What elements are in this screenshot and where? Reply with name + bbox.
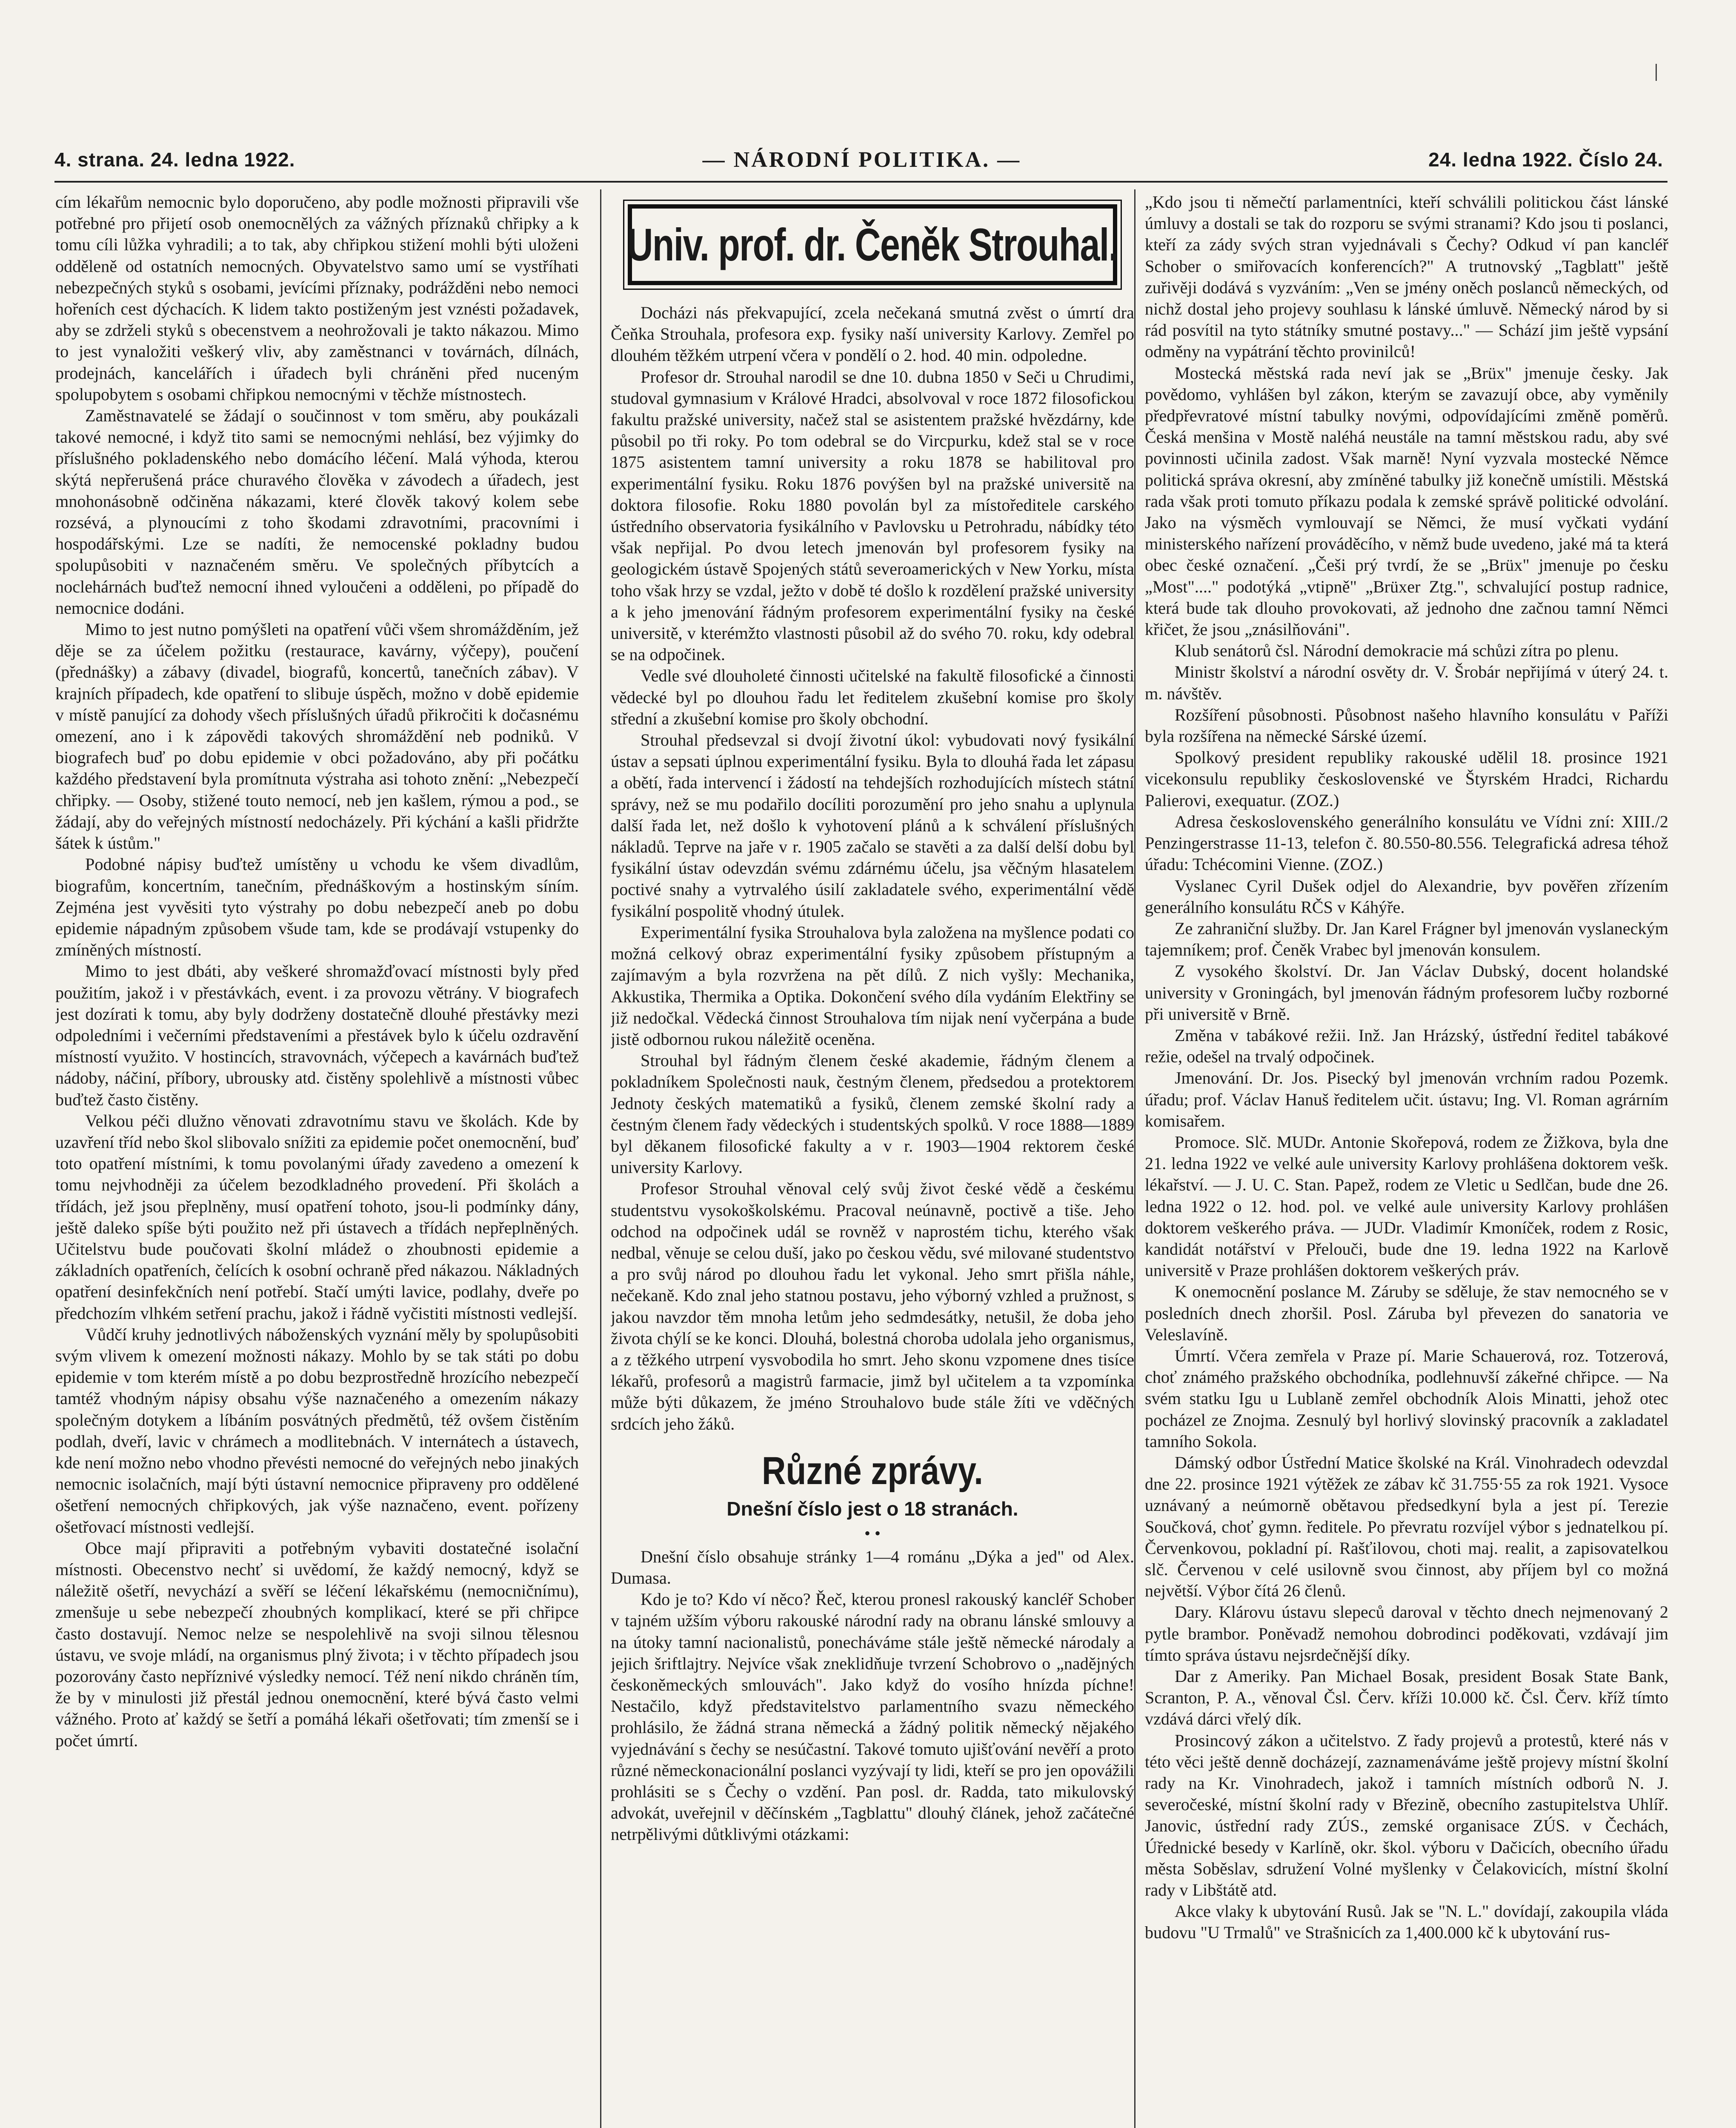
article-paragraph: „Kdo jsou ti němečtí parlamentníci, kteří schválili politickou část lánské úmluvy a dostali se tak do rozporu se svými stranami? Kdo jsou ti poslanci, kteří za zády svých stran vyjednávali s Čechy? Odkud ví pan kancléř Schober o smiřovacích konferencích?" A trutnovský „Tagblatt" ještě zuřivěji dodává s vyzváním: „Ven se jmény oněch poslanců německých, od nichž dostal jeho projevy souhlasu k lánské úmluvě. Německý národ by si rád posvítil na tyto státníky smutné postavy..." — Schází jim ještě vypsání odměny na vypátrání těchto provinilců! bbox=[1145, 192, 1668, 361]
section-title: Různé zprávy. bbox=[761, 1449, 984, 1493]
header-right: 24. ledna 1922. Číslo 24. bbox=[1428, 149, 1663, 171]
news-item: Ze zahraniční služby. Dr. Jan Karel Frágner byl jmenován vyslaneckým tajemníkem; prof. Čeněk Vrabec byl jmenován konsulem. bbox=[1145, 918, 1668, 960]
article-paragraph: Velkou péči dlužno věnovati zdravotnímu stavu ve školách. Kde by uzavření tříd nebo škol slibovalo snížiti za epidemie počet onemocnění, buď toto opatření místními, k tomu povolanými úřady zavedeno a omezení k tomu nejvhodněji za účelem bezodkladného provedení. Při školách a třídách, jež jsou přeplněny, musí opatření tohoto, jsou-li podmínky dány, ještě daleko spíše býti použito než při ústavech a třídách nepřeplněných. Učitelstvu bude poučovati školní mládež o zhoubnosti epidemie a základních opatřeních, čelících k osobní ochraně před nákazou. Nákladných opatření desinfekčních není potřebí. Stačí umýti lavice, podlahy, dveře po předchozím vlhkém setření prachu, jakož i řádně vyčistiti místnosti vedlejší. bbox=[55, 1111, 579, 1323]
news-item: Promoce. Slč. MUDr. Antonie Skořepová, rodem ze Žižkova, byla dne 21. ledna 1922 ve velké aule university Karlovy prohlášena doktorem vešk. lékařství. — J. U. C. Stan. Papež, rodem ze Vletic u Sedlčan, bude dne 26. ledna 1922 o 12. hod. pol. ve velké aule university Karlovy prohlášen doktorem veškerého práva. — JUDr. Vladimír Kmoníček, rodem z Rosic, kandidát notářství v Přelouči, bude dne 19. ledna 1922 na Karlově universitě v Praze prohlášen doktorem veškerých práv. bbox=[1145, 1132, 1668, 1280]
news-item: Klub senátorů čsl. Národní demokracie má schůzi zítra po plenu. bbox=[1175, 641, 1619, 661]
article-paragraph: Dnešní číslo obsahuje stránky 1—4 románu „Dýka a jed" od Alex. Dumasa. bbox=[611, 1547, 1134, 1587]
article-paragraph: Obce mají připraviti a potřebným vybaviti dostatečné isolační místnosti. Obecenstvo nechť si uvědomí, že každý nemocný, když se náležitě ošetří, nevychází a svěří se léčení lékařskému (nemocničnímu), zmenšuje u sebe nebezpečí zhoubných komplikací, které se při chřipce často dostavují. Nemoc nelze se nespolehlivě na svoji silnou tělesnou ústavu, ve svoje mládí, na organismus plný života; i v těchto případech jsou pozorovány často nepříznivé výsledky nemocí. Též není nikdo chráněn tím, že by v minulosti již přestál jednou onemocnění, které bývá často velmi vážného. Proto ať každý se šetří a pomáhá lékaři ošetřovati; tím zmenší se i počet úmrtí. bbox=[55, 1538, 579, 1750]
news-item: Změna v tabákové režii. Inž. Jan Hrázský, ústřední ředitel tabákové režie, odešel na trvalý odpočinek. bbox=[1145, 1025, 1668, 1067]
article-paragraph: Mimo to jest nutno pomýšleti na opatření vůči všem shromážděním, jež děje se za účelem požitku (restaurace, kavárny, výčepy), poučení (přednášky) a zábavy (divadel, biografů, koncertů, tanečních zábav). V krajních případech, kde opatření to slibuje úspěch, možno v době epidemie v místě panující za dohody všech příslušných úřadů přikročiti k dočasnému omezení, ano i k zápovědi takových shromáždění neb podniků. V biografech buď po dobu epidemie v obci požadováno, aby při počátku každého představení byla promítnuta výstraha asi tohoto znění: „Nebezpečí chřipky. — Osoby, stižené touto nemocí, neb jen kašlem, rýmou a pod., se žádají, aby do veřejných místností nedocházely. Při kýchání a kašli přidržte šátek k ústům." bbox=[55, 620, 579, 853]
article-paragraph: Profesor dr. Strouhal narodil se dne 10. dubna 1850 v Seči u Chrudimi, studoval gymnasium v Králové Hradci, absolvoval v roce 1872 filosofickou fakultu pražské university, načež stal se asistentem pražské hvězdárny, kde působil po tři roky. Po tom odebral se do Vircpurku, kdež stal se v roce 1875 asistentem tamní university a roku 1878 se habilitoval pro experimentální fysiku. Roku 1876 povýšen byl na pražské universitě na doktora filosofie. Roku 1880 povolán byl za místoředitele carského ústředního observatoria fysikálního v Pavlovsku u Petrohradu, nábídky této však nepřijal. Po dvou letech jmenován byl profesorem fysiky na geologickém ústavě Spojených států severoamerických v New Yorku, místa toho však hrzy se vzdal, ježto v době té došlo k rozdělení pražské university a k jeho jmenování řádným profesorem experimentální fysiky na české universitě, v kterémžto vlastnosti působil až do svého 70. roku, kdy odebral se na odpočinek. bbox=[611, 367, 1134, 664]
article-paragraph: Vůdčí kruhy jednotlivých náboženských vyznání měly by spolupůsobiti svým vlivem k omezení možnosti nákazy. Mohlo by se tak státi po dobu epidemie v tom kterém místě a po dobu bezprostředně hrozícího nebezpečí tamtéž vhodným nápisy obsahu výše naznačeného a omezením nákazy společným dotykem a líbáním posvátných předmětů, též ovšem čistěním podlah, dveří, lavic v chrámech a modlitebnách. V internátech a ústavech, kde není možno nebo vhodno převésti nemocné do veřejných nebo jinakých nemocnic isolačních, mají býti ústavní nemocnice připraveny pro oddělené ošetření nemocných chřipkových, jak výše naznačeno, event. pořízeny ošetřovací místnosti vedlejší. bbox=[55, 1324, 579, 1536]
article-paragraph: cím lékařům nemocnic bylo doporučeno, aby podle možnosti připravili vše potřebné pro přijetí osob onemocnělých za vážných příznaků chřipky a k tomu cíli lůžka vyhradili; a to tak, aby chřipkou stižení mohli býti uloženi odděleně od ostatních nemocných. Obyvatelstvo samo umí se vystříhati nebezpečných styků s osobami, jevícími příznaky, podrážděni nebo nemoci hořeních cest dýchacích. K lidem takto postiženým jest vznésti požadavek, aby se zdrželi styků s obecenstvem a neohrožovali je takto nákazou. Mimo to jest vynaložiti veškerý vliv, aby zaměstnanci v továrnách, dílnách, prodejnách, kancelářích i úřadech byli chráněni před nuceným spolupobytem s osobami chřipkou nemocnými v těchže místnostech. bbox=[55, 192, 579, 404]
masthead: — NÁRODNÍ POLITIKA. — bbox=[702, 147, 1021, 172]
article-paragraph: Kdo je to? Kdo ví něco? Řeč, kterou pronesl rakouský kancléř Schober v tajném užším výboru rakouské národní rady na obranu lánské smlouvy a na útoky tamní nacionalistů, ponecháváme stále ještě německé národaly a jejich šriftlajtry. Nejvíce však zneklidňuje tvrzení Schobrovo o „nadějných českoněmeckých smlouvách". Jako když do vosího hnízda píchne! Nestačilo, když představitelstvo parlamentního svazu německého prohlásilo, že žádná strana německá a žádný politik německý nějakého vyjednávání s čechy se nesúčastní. Takové tomuto ujišťování nevěří a proto různé německonacionální poslanci vyzývají ty lidi, kteří se pro jen opovážili prohlásiti se s Čechy o vzdění. Pan posl. dr. Radda, tato mikulovský advokát, uveřejnil v děčínském „Tagblattu" dlouhý článek, jehož začátečné netrpělivými důtklivými otázkami: bbox=[611, 1590, 1134, 1844]
article-paragraph: Podobné nápisy buďtež umístěny u vchodu ke všem divadlům, biografům, koncertním, tanečním, přednáškovým a hostinským síním. Zejména jest vyvěsiti tyto výstrahy po dobu nebezpečí aneb po dobu epidemie nápadným způsobem všude tam, kde se prodávají vstupenky do zmíněných místností. bbox=[55, 855, 579, 960]
column-2 bbox=[611, 192, 1134, 2128]
separator-dots: • • bbox=[864, 1523, 881, 1543]
header-rule bbox=[54, 181, 1667, 183]
news-item: Z vysokého školství. Dr. Jan Václav Dubský, docent holandské university v Groningách, byl jmenován řádným profesorem lučby rozborné při universitě v Brně. bbox=[1145, 961, 1668, 1024]
column-1 bbox=[55, 192, 579, 2128]
article-paragraph: Zaměstnavatelé se žádají o součinnost v tom směru, aby poukázali takové nemocné, i když tito sami se nemocnými nehlásí, bez výjimky do příslušného pokladenského nebo domácího léčení. Malá výhoda, kterou skýtá nepřerušená práce churavého člověka v závodech a úřadech, jest mnohonásobně odčiněna nákazami, které člověk takový kolem sebe rozsévá, a plynoucími z toho škodami zdravotními, pracovními i hospodářskými. Lze se nadíti, že nemocenské pokladny budou spolupůsobiti v naznačeném směru. Ve společných příbytcích a noclehárnách buďtež nemocní ihned vyloučeni a odděleni, po případě do nemocnice dodáni. bbox=[55, 406, 579, 618]
article-paragraph: Profesor Strouhal věnoval celý svůj život české vědě a českému studentstvu vysokoškolskému. Pracoval neúnavně, poctivě a tiše. Jeho odchod na odpočinek udál se rovněž v naprostém tichu, kterého však nedbal, věnuje se celou duší, jako po českou vědu, své milované studentstvo a pro svůj národ po dlouhou řadu let vykonal. Jeho smrt přišla náhle, nečekaně. Kdo znal jeho statnou postavu, jeho výborný vzhled a pružnost, s jakou navzdor těm mnoha letům jeho sedmdesátky, netušil, že doba jeho života chýlí se ke konci. Dlouhá, bolestná choroba udolala jeho organismus, a z těžkého utrpení vysvobodila ho smrt. Jeho skonu vzpomene dnes tisíce lékařů, profesorů a magistrů farmacie, jimž byl učitelem a ta vzpomínka může býti důkazem, že jméno Strouhalovo bude stále žíti ve vděčných srdcích jeho žáků. bbox=[611, 1179, 1134, 1433]
news-item: Jmenování. Dr. Jos. Pisecký byl jmenován vrchním radou Pozemk. úřadu; prof. Václav Hanuš ředitelem učit. ústavu; Ing. Vl. Roman agrárním komisařem. bbox=[1145, 1068, 1668, 1130]
article-paragraph: Docházi nás překvapující, zcela nečekaná smutná zvěst o úmrtí dra Čeňka Strouhala, profesora exp. fysiky naší university Karlovy. Zemřel po dlouhém těžkém utrpení včera v pondělí o 2. hod. 40 min. odpoledne. bbox=[611, 303, 1134, 365]
article-paragraph: Strouhal byl řádným členem české akademie, řádným členem a pokladníkem Společnosti nauk, čestným členem, předsedou a protektorem Jednoty českých matematiků a fysiků, členem zemské školní rady a čestným členem řady vědeckých i studentských spolků. V roce 1888—1889 byl děkanem filosofické fakulty a v r. 1903—1904 rektorem české university Karlovy. bbox=[611, 1051, 1134, 1177]
obituary-headline-box bbox=[628, 204, 1117, 285]
page-edge-mark bbox=[1656, 64, 1657, 81]
news-item: Adresa československého generálního konsulátu ve Vídni zní: XIII./2 Penzingerstrasse 11-13, telefon č. 80.550-80.556. Telegrafická adresa téhož úřadu: Tchécomini Vienne. (ZOZ.) bbox=[1145, 812, 1668, 874]
article-paragraph: Vedle své dlouholeté činnosti učitelské na fakultě filosofické a činnosti vědecké byl po dlouhou řadu let ředitelem zkušební komise pro školy střední a zkušební komise pro školy obchodní. bbox=[611, 666, 1134, 728]
page-header bbox=[54, 145, 1663, 174]
news-item: K onemocnění poslance M. Záruby se sděluje, že stav nemocného se v posledních dnech zhoršil. Posl. Záruba byl převezen do sanatoria ve Veleslavíně. bbox=[1145, 1282, 1668, 1344]
news-item: Úmrtí. Včera zemřela v Praze pí. Marie Schauerová, roz. Totzerová, choť známého pražského obchodníka, podlehnuvší zákeřné chřipce. — Na svém statku Igu u Lublaně zemřel obchodník Alois Minatti, jehož otec pocházel ze Znojma. Zesnulý byl horlivý slovinský pracovník a zakladatel tamního Sokola. bbox=[1145, 1346, 1668, 1451]
column-divider-2 bbox=[1134, 189, 1135, 2128]
article-paragraph: Experimentální fysika Strouhalova byla založena na myšlence podati co možná celkový obraz experimentální fysiky způsobem přístupným a zajímavým a byla rozvržena na pět dílů. Z nich vyšly: Mechanika, Akkustika, Thermika a Optika. Dokončení svého díla vydáním Elektřiny se již nedočkal. Vědecká činnost Strouhalova tím nijak není vyčerpána a bude jistě odbornou rukou náležitě oceněna. bbox=[611, 922, 1134, 1049]
article-paragraph: Strouhal předsevzal si dvojí životní úkol: vybudovati nový fysikální ústav a sepsati úplnou experimentální fysiku. Byla to dlouhá řada let zápasu a obětí, řada intervencí i žádostí na tehdejších rozhodujících místech státní správy, než se mu podařilo docíliti porozumění pro jeho snahu a uplynula další řada let, než došlo k vyhotovení plánů a k schválení příslušných nákladů. Teprve na jaře v r. 1905 začalo se stavěti a za další delší dobu byl fysikální ústav odevzdán svému zdárnému účelu, jsa věčným hlasatelem poctivé snahy a vytrvalého úsilí zakladatele svého, experimentální vědě fysikální pospolitě vhodný útulek. bbox=[611, 730, 1134, 921]
news-item: Dary. Klárovu ústavu slepeců daroval v těchto dnech nejmenovaný 2 pytle brambor. Poněvadž nemohou dobrodinci poděkovati, vzdávají jim tímto správa ústavu nejsrdečnější díky. bbox=[1145, 1602, 1668, 1665]
column-3 bbox=[1145, 192, 1668, 2128]
news-item: Prosincový zákon a učitelstvo. Z řady projevů a protestů, které nás v této věci ještě denně docházejí, zaznamenáváme ještě projevy místní školní rady na Kr. Vinohradech, jakož i tamních místních odborů N. J. severočeské, místní školní rady v Březině, obecního zastupitelstva Uhlíř. Janovic, ústřední rady ZÚS., zemské organisace ZÚS. v Čechách, Úřednické besedy v Karlíně, okr. škol. výboru v Dačicích, obecního úřadu města Soběslav, sdružení Volné myšlenky v Čelakovicích, místní školní rady v Libštátě atd. bbox=[1145, 1730, 1668, 1900]
obituary-headline: Univ. prof. dr. Čeněk Strouhal. bbox=[627, 218, 1118, 270]
news-item: Rozšíření působnosti. Působnost našeho hlavního konsulátu v Paříži byla rozšířena na německé Sárské území. bbox=[1145, 705, 1668, 746]
news-item: Spolkový president republiky rakouské udělil 18. prosince 1921 vicekonsulu republiky československé ve Štyrském Hradci, Richardu Palierovi, exequatur. (ZOZ.) bbox=[1145, 748, 1668, 810]
section-subtitle: Dnešní číslo jest o 18 stranách. bbox=[726, 1497, 1018, 1520]
news-item: Ministr školství a národní osvěty dr. V. Šrobár nepřijímá v úterý 24. t. m. návštěv. bbox=[1145, 662, 1668, 703]
article-paragraph: Mimo to jest dbáti, aby veškeré shromažďovací místnosti byly před použitím, jakož i v přestávkách, event. i za provozu větrány. V biografech jest dozírati k tomu, aby byly dodrženy dostatečně dlouhé přestávky mezi odpoledními i večerními představeními a přestávek bylo k účelu ozdravění místností využito. V hostincích, stravovnách, výčepech a kavárnách buďtež nádoby, náčiní, příbory, ubrousky atd. čistěny spolehlivě a místnosti vůbec buďtež často čistěny. bbox=[55, 961, 579, 1109]
header-left: 4. strana. 24. ledna 1922. bbox=[54, 149, 295, 171]
news-item: Dámský odbor Ústřední Matice školské na Král. Vinohradech odevzdal dne 22. prosince 1921 výtěžek ze zábav kč 31.755·55 za rok 1921. Vysoce uznávaný a neúmorně obětavou předsedkyní byla a jest pí. Terezie Součková, choť gymn. ředitele. Po převratu rozvíjel výbor s jednatelkou pí. Červenkovou, pokladní pí. Rašťilovou, choti maj. realit, a zapisovatelkou slč. Červenou v celé usilovně svou činnost, aby příjem byl co možná největší. Výbor čítá 26 členů. bbox=[1145, 1453, 1668, 1601]
news-item: Akce vlaky k ubytování Rusů. Jak se "N. L." dovídají, zakoupila vláda budovu "U Trmalů" ve Strašnicích za 1,400.000 kč k ubytování rus- bbox=[1145, 1902, 1668, 1942]
column-divider-1 bbox=[600, 189, 601, 2128]
news-item: Mostecká městská rada neví jak se „Brüx" jmenuje česky. Jak povědomo, vyhlášen byl zákon, kterým se zavazují obce, aby vyměnily předpřevratové místní tabulky novými, odpovídajícími změně poměrů. Česká menšina v Mostě naléhá neustále na tamní městskou radu, aby své povinnosti učinila zadost. Však marně! Nyní vyzvala mostecké Němce politická správa okresní, aby zmíněné tabulky již konečně umístili. Městská rada však proti tomuto příkazu podala k zemské správě politické odvolání. Jako na výsměch vymlouvají se Němci, že musí vyčkati vydání ministerského nařízení prováděcího, v němž bude uvedeno, jaké má ta která obec české označení. „Češi prý tvrdí, že se „Brüx" jmenuje po česku „Most"...." podotýká „vtipně" „Brüxer Ztg.", schvalující postup radnice, která bude tak dlouho provokovati, až jednoho dne začnou tamní Němci křičet, že jsou „znásilňováni". bbox=[1145, 363, 1668, 639]
news-item: Vyslanec Cyril Dušek odjel do Alexandrie, byv pověřen zřízením generálního konsulátu RČS v Káhýře. bbox=[1145, 876, 1668, 917]
news-item: Dar z Ameriky. Pan Michael Bosak, president Bosak State Bank, Scranton, P. A., věnoval Čsl. Červ. kříži 10.000 kč. Čsl. Červ. kříž tímto vzdává dárci vřelý dík. bbox=[1145, 1667, 1668, 1729]
